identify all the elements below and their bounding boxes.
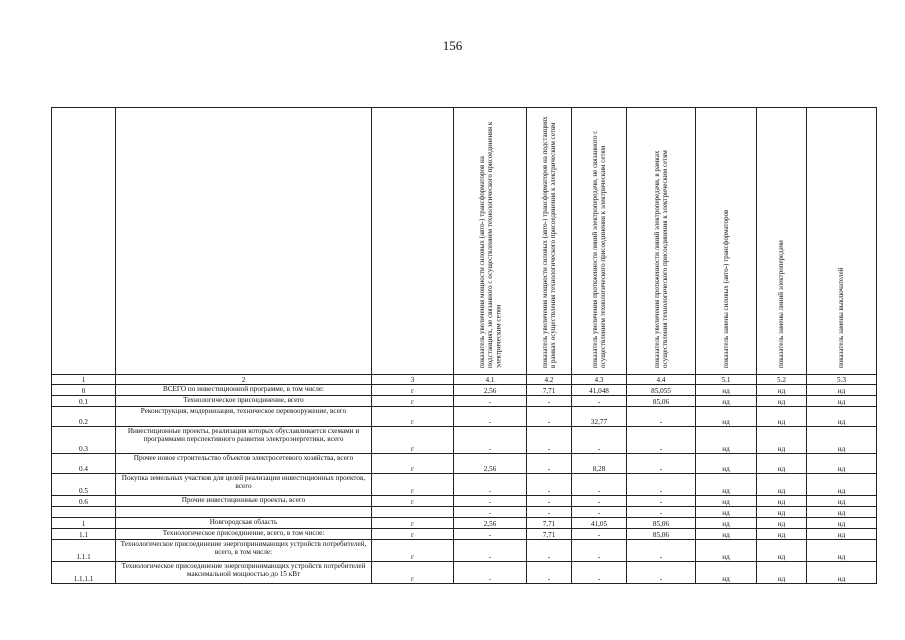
value-5-2: нд: [757, 454, 807, 474]
value-5-2: нд: [757, 529, 807, 540]
row-number: [52, 507, 116, 518]
investment-indicators-table: [51, 107, 877, 584]
column-number: 5.3: [807, 375, 877, 385]
value-4-3: -: [572, 507, 627, 518]
header-text: показатель замены линий электропередачи: [777, 240, 786, 368]
value-5-3: нд: [807, 507, 877, 518]
header-text: показатель увеличения протяженности линий электропередачи, в рамках осуществления технологического присоединения к электрическим сетям: [652, 150, 669, 368]
value-5-3: нд: [807, 396, 877, 407]
page-number: 156: [442, 38, 463, 53]
value-5-1: нд: [696, 454, 757, 474]
value-4-4: 85,06: [627, 529, 696, 540]
row-name: Технологическое присоединение, всего, в том числе:: [116, 529, 372, 540]
value-5-1: нд: [696, 496, 757, 507]
value-4-1: -: [454, 529, 527, 540]
row-unit: г: [372, 496, 454, 507]
value-4-4: -: [627, 427, 696, 454]
row-name: Технологическое присоединение энергопринимающих устройств потребителей, всего, в том числе:: [116, 540, 372, 562]
column-number: 4.1: [454, 375, 527, 385]
value-5-2: нд: [757, 385, 807, 396]
table-row: [52, 496, 877, 507]
table-row: [52, 507, 877, 518]
value-5-3: нд: [807, 562, 877, 584]
row-number: 1.1: [52, 529, 116, 540]
column-number: 5.2: [757, 375, 807, 385]
table-row: [52, 518, 877, 529]
value-5-1: нд: [696, 474, 757, 496]
row-name: Инвестиционные проекты, реализация которых обуславливается схемами и программами перспективного развития электроэнергетики, всего: [116, 427, 372, 454]
header-cell: [757, 108, 807, 375]
value-4-2: 7,71: [527, 518, 572, 529]
value-5-1: нд: [696, 518, 757, 529]
value-4-3: 8,28: [572, 454, 627, 474]
value-4-3: 32,77: [572, 407, 627, 427]
value-4-2: -: [527, 562, 572, 584]
value-5-3: нд: [807, 407, 877, 427]
row-name: Технологическое присоединение, всего: [116, 396, 372, 407]
value-5-2: нд: [757, 496, 807, 507]
value-4-3: -: [572, 496, 627, 507]
value-4-2: -: [527, 474, 572, 496]
value-4-3: -: [572, 396, 627, 407]
value-5-1: нд: [696, 540, 757, 562]
value-5-2: нд: [757, 407, 807, 427]
value-5-1: нд: [696, 529, 757, 540]
value-4-3: -: [572, 562, 627, 584]
value-4-2: -: [527, 407, 572, 427]
column-number: 2: [116, 375, 372, 385]
value-5-3: нд: [807, 427, 877, 454]
value-4-4: -: [627, 474, 696, 496]
table-row: [52, 427, 877, 454]
table-row: [52, 529, 877, 540]
value-4-2: 7,71: [527, 529, 572, 540]
row-name: Новгородская область: [116, 518, 372, 529]
value-4-2: -: [527, 427, 572, 454]
value-4-4: -: [627, 507, 696, 518]
value-4-2: -: [527, 396, 572, 407]
value-4-4: -: [627, 454, 696, 474]
value-5-1: нд: [696, 385, 757, 396]
value-4-4: -: [627, 496, 696, 507]
value-5-3: нд: [807, 474, 877, 496]
value-4-1: 2,56: [454, 454, 527, 474]
value-4-1: -: [454, 474, 527, 496]
row-unit: г: [372, 562, 454, 584]
row-number: 0.2: [52, 407, 116, 427]
row-name: ВСЕГО по инвестиционной программе, в том числе:: [116, 385, 372, 396]
value-5-3: нд: [807, 518, 877, 529]
table-row: [52, 474, 877, 496]
value-5-1: нд: [696, 396, 757, 407]
row-number: 0: [52, 385, 116, 396]
value-4-1: -: [454, 540, 527, 562]
header-text: показатель замены силовых (авто-) трансформаторов: [721, 209, 730, 368]
header-cell: [627, 108, 696, 375]
table-row: [52, 562, 877, 584]
row-unit: г: [372, 454, 454, 474]
row-name: [116, 507, 372, 518]
row-name: Покупка земельных участков для целей реализации инвестиционных проектов, всего: [116, 474, 372, 496]
value-5-2: нд: [757, 518, 807, 529]
value-5-3: нд: [807, 529, 877, 540]
header-cell: [527, 108, 572, 375]
value-4-3: -: [572, 427, 627, 454]
value-4-4: -: [627, 540, 696, 562]
row-unit: г: [372, 427, 454, 454]
value-4-4: -: [627, 562, 696, 584]
row-unit: г: [372, 396, 454, 407]
header-cell: [807, 108, 877, 375]
value-4-2: -: [527, 507, 572, 518]
row-number: 1.1.1: [52, 540, 116, 562]
value-5-1: нд: [696, 427, 757, 454]
header-cell: [696, 108, 757, 375]
row-number: 0.4: [52, 454, 116, 474]
header-text: показатель увеличения мощности силовых (авто-) трансформаторов на подстанциях в рамках осуществления технологического присоединения к электрическим сетям: [540, 116, 557, 368]
row-unit: г: [372, 518, 454, 529]
value-4-4: 85,055: [627, 385, 696, 396]
value-4-2: 7,71: [527, 385, 572, 396]
row-number: 0.6: [52, 496, 116, 507]
value-5-3: нд: [807, 540, 877, 562]
value-5-2: нд: [757, 540, 807, 562]
value-4-4: 85,06: [627, 396, 696, 407]
column-number: 4.4: [627, 375, 696, 385]
row-unit: г: [372, 385, 454, 396]
row-number: 0.3: [52, 427, 116, 454]
header-cell: [572, 108, 627, 375]
table-row: [52, 540, 877, 562]
row-unit: г: [372, 474, 454, 496]
row-number: 1: [52, 518, 116, 529]
row-number: 0.1: [52, 396, 116, 407]
header-row: [52, 108, 877, 375]
column-number: 5.1: [696, 375, 757, 385]
value-5-2: нд: [757, 474, 807, 496]
header-text: показатель замены выключателей: [837, 267, 846, 368]
table-row: [52, 407, 877, 427]
value-4-1: -: [454, 562, 527, 584]
row-unit: г: [372, 529, 454, 540]
column-number: 4.2: [527, 375, 572, 385]
value-5-2: нд: [757, 507, 807, 518]
value-5-1: нд: [696, 407, 757, 427]
value-5-1: нд: [696, 562, 757, 584]
table-row: [52, 396, 877, 407]
value-4-2: -: [527, 540, 572, 562]
value-4-1: -: [454, 396, 527, 407]
header-cell: [454, 108, 527, 375]
value-4-1: -: [454, 507, 527, 518]
row-name: Технологическое присоединение энергопринимающих устройств потребителей максимальной мощностью до 15 кВт: [116, 562, 372, 584]
column-number: 3: [372, 375, 454, 385]
value-4-3: -: [572, 540, 627, 562]
value-4-2: -: [527, 454, 572, 474]
value-4-1: -: [454, 427, 527, 454]
value-4-1: -: [454, 407, 527, 427]
value-5-3: нд: [807, 385, 877, 396]
value-4-1: -: [454, 496, 527, 507]
row-unit: г: [372, 540, 454, 562]
row-number: 1.1.1.1: [52, 562, 116, 584]
row-name: Прочие инвестиционные проекты, всего: [116, 496, 372, 507]
value-5-2: нд: [757, 396, 807, 407]
value-5-3: нд: [807, 454, 877, 474]
row-name: Реконструкция, модернизация, техническое перевооружение, всего: [116, 407, 372, 427]
row-unit: г: [372, 407, 454, 427]
value-5-3: нд: [807, 496, 877, 507]
value-5-2: нд: [757, 427, 807, 454]
value-5-2: нд: [757, 562, 807, 584]
value-5-1: нд: [696, 507, 757, 518]
table-row: [52, 385, 877, 396]
row-unit: [372, 507, 454, 518]
value-4-4: 85,06: [627, 518, 696, 529]
header-cell: [372, 108, 454, 375]
header-cell: [116, 108, 372, 375]
value-4-3: -: [572, 529, 627, 540]
value-4-1: 2,56: [454, 518, 527, 529]
header-text: показатель увеличения протяженности линий электропередачи, не связанного с осуществлением технологического присоединения к электрическим сетям: [590, 130, 607, 368]
value-4-1: 2,56: [454, 385, 527, 396]
row-number: 0.5: [52, 474, 116, 496]
value-4-4: -: [627, 407, 696, 427]
row-name: Прочее новое строительство объектов электросетевого хозяйства, всего: [116, 454, 372, 474]
value-4-3: -: [572, 474, 627, 496]
value-4-3: 41,05: [572, 518, 627, 529]
table-row: [52, 454, 877, 474]
column-number-row: [52, 375, 877, 385]
value-4-2: -: [527, 496, 572, 507]
header-text: показатель увеличения мощности силовых (авто-) трансформаторов на подстанциях, не связанного с осуществлением технологического присоединения к электрическим сетям: [477, 121, 503, 368]
header-cell: [52, 108, 116, 375]
value-4-3: 41,048: [572, 385, 627, 396]
column-number: 1: [52, 375, 116, 385]
column-number: 4.3: [572, 375, 627, 385]
